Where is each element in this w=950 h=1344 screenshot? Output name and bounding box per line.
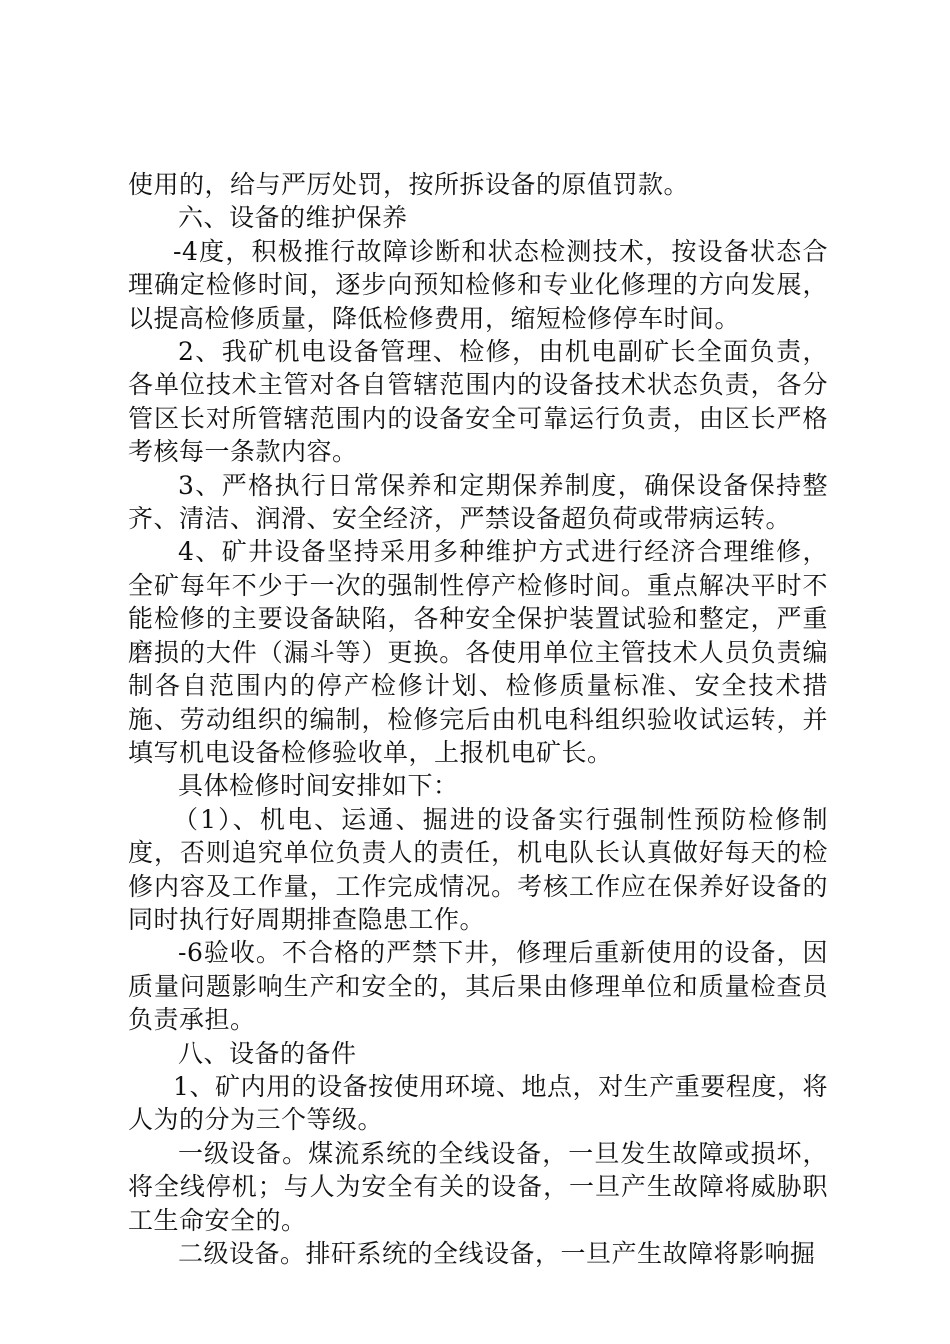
paragraph-7: 具体检修时间安排如下： bbox=[178, 771, 459, 801]
section-heading-6: 六、设备的维护保养 bbox=[178, 203, 408, 233]
paragraph-12: 一级设备。煤流系统的全线设备，一旦发生故障或损坏，将全线停机；与人为安全有关的设备，一旦产生故障将威胁职工生命安全的。 bbox=[128, 1138, 828, 1235]
paragraph-3: -4度，积极推行故障诊断和状态检测技术，按设备状态合理确定检修时间，逐步向预知检修和专业化修理的方向发展，以提高检修质量，降低检修费用，缩短检修停车时间。 bbox=[128, 236, 828, 333]
paragraph-13: 二级设备。排矸系统的全线设备，一旦产生故障将影响掘 bbox=[178, 1239, 816, 1268]
document-body bbox=[128, 168, 828, 1270]
paragraph-9: -6验收。不合格的严禁下井，修理后重新使用的设备，因质量问题影响生产和安全的，其后果由修理单位和质量检查员负责承担。 bbox=[128, 938, 828, 1035]
section-heading-8: 八、设备的备件 bbox=[178, 1038, 357, 1068]
paragraph-1: 使用的，给与严厉处罚，按所拆设备的原值罚款。 bbox=[128, 170, 690, 199]
paragraph-4: 2、我矿机电设备管理、检修，由机电副矿长全面负责，各单位技术主管对各自管辖范围内的设备技术状态负责，各分管区长对所管辖范围内的设备安全可靠运行负责，由区长严格考核每一条款内容。 bbox=[128, 337, 828, 467]
paragraph-5: 3、严格执行日常保养和定期保养制度，确保设备保持整齐、清洁、润滑、安全经济，严禁设备超负荷或带病运转。 bbox=[128, 470, 828, 534]
paragraph-8: （1）、机电、运通、掘进的设备实行强制性预防检修制度，否则追究单位负责人的责任，机电队长认真做好每天的检修内容及工作量，工作完成情况。考核工作应在保养好设备的同时执行好周期排查隐患工作。 bbox=[128, 804, 828, 934]
paragraph-6: 4、矿井设备坚持采用多种维护方式进行经济合理维修，全矿每年不少于一次的强制性停产检修时间。重点解决平时不能检修的主要设备缺陷，各种安全保护装置试验和整定，严重磨损的大件（漏斗等）更换。各使用单位主管技术人员负责编制各自范围内的停产检修计划、检修质量标准、安全技术措施、劳动组织的编制，检修完后由机电科组织验收试运转，并填写机电设备检修验收单，上报机电矿长。 bbox=[128, 537, 828, 767]
paragraph-11: 1、矿内用的设备按使用环境、地点，对生产重要程度，将人为的分为三个等级。 bbox=[128, 1071, 828, 1135]
